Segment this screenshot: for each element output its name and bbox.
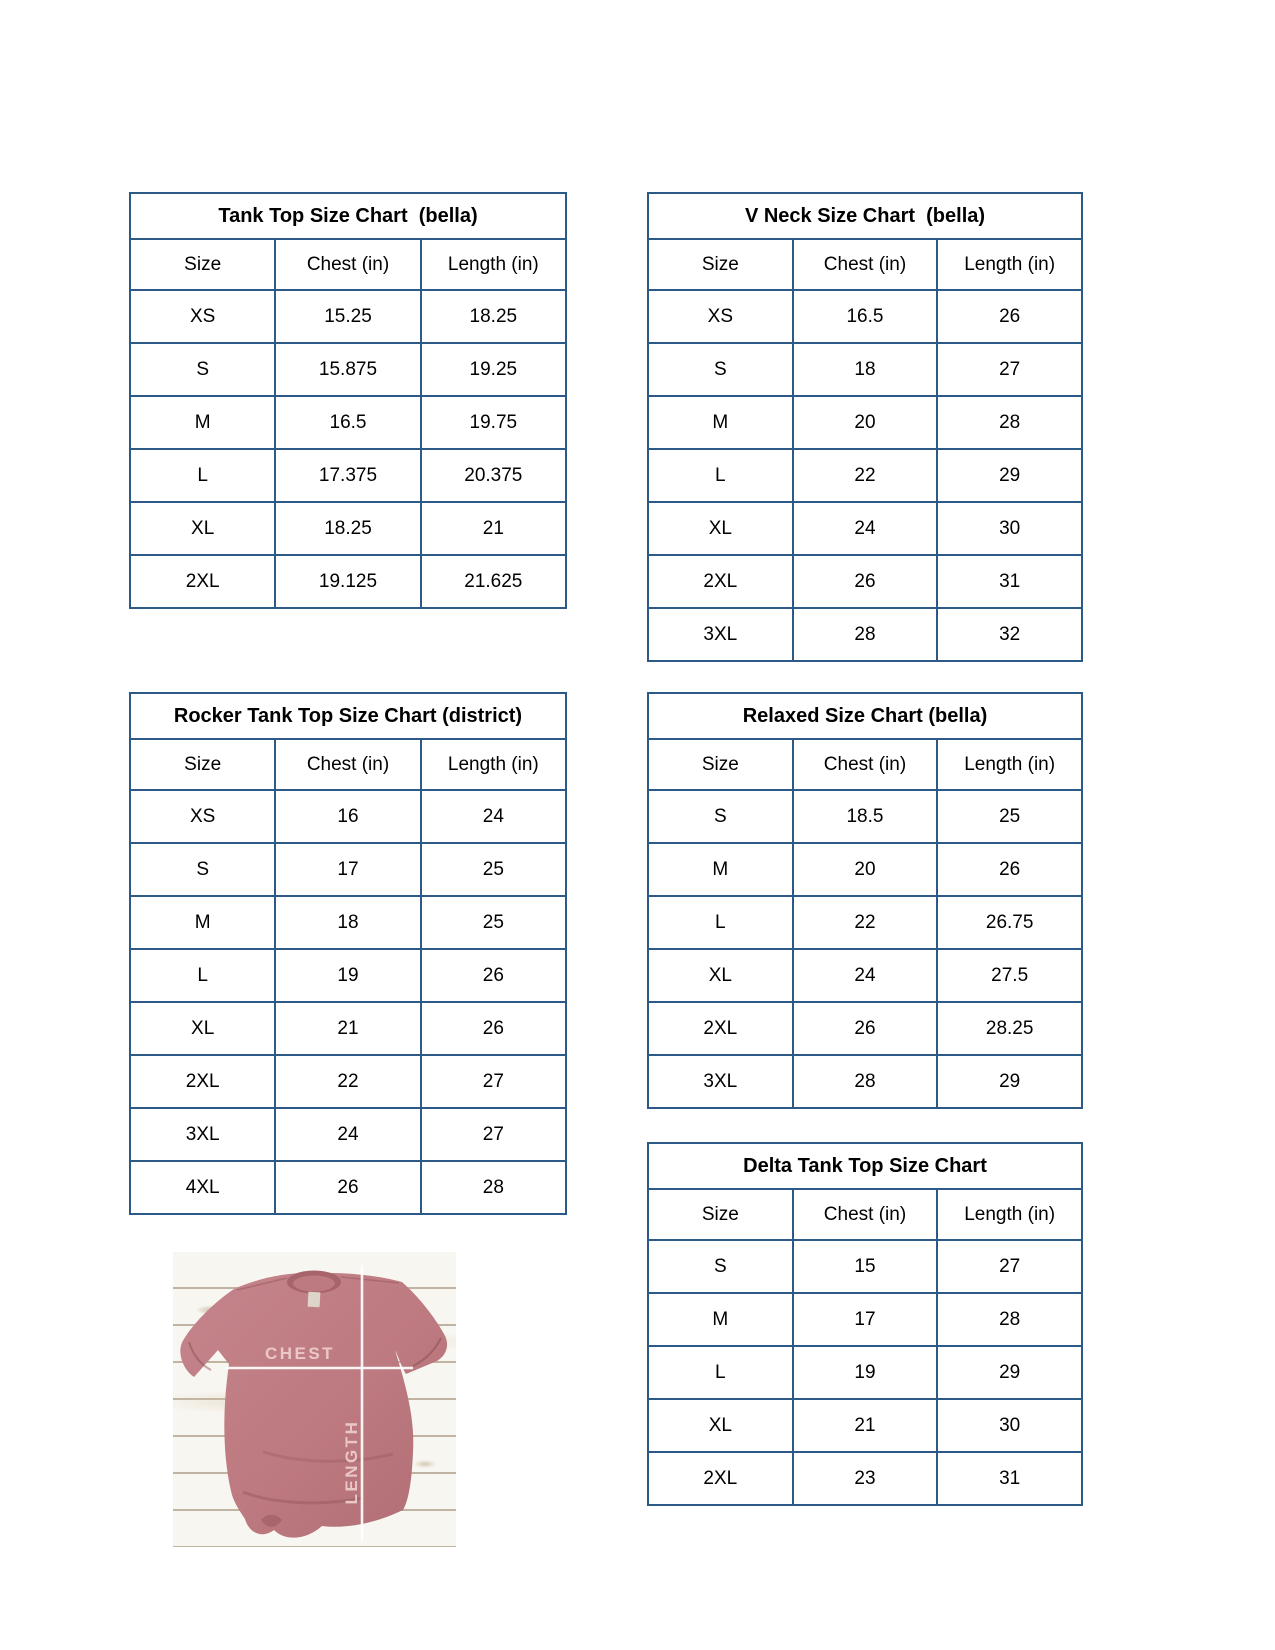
table-row bbox=[648, 343, 1082, 396]
length-cell: 26 bbox=[421, 1002, 566, 1055]
table-row bbox=[130, 555, 566, 608]
length-cell: 27 bbox=[421, 1055, 566, 1108]
table-row bbox=[648, 449, 1082, 502]
size-cell: L bbox=[648, 449, 793, 502]
rocker-tank-top-size-chart bbox=[129, 692, 567, 1215]
table-row bbox=[648, 1293, 1082, 1346]
size-cell: 2XL bbox=[130, 1055, 275, 1108]
size-cell: S bbox=[130, 843, 275, 896]
column-header: Length (in) bbox=[937, 239, 1082, 290]
column-header: Size bbox=[130, 739, 275, 790]
table-row bbox=[648, 396, 1082, 449]
length-cell: 26.75 bbox=[937, 896, 1082, 949]
chest-cell: 17 bbox=[793, 1293, 938, 1346]
chest-cell: 17.375 bbox=[275, 449, 420, 502]
column-header: Size bbox=[648, 739, 793, 790]
length-cell: 27 bbox=[937, 1240, 1082, 1293]
table-title: V Neck Size Chart (bella) bbox=[648, 193, 1082, 239]
size-cell: L bbox=[130, 449, 275, 502]
chest-cell: 21 bbox=[793, 1399, 938, 1452]
tank-top-size-chart bbox=[129, 192, 567, 609]
table-row bbox=[648, 555, 1082, 608]
length-cell: 29 bbox=[937, 1346, 1082, 1399]
table-row bbox=[648, 896, 1082, 949]
size-cell: 2XL bbox=[130, 555, 275, 608]
table-row bbox=[130, 1161, 566, 1214]
length-cell: 25 bbox=[421, 896, 566, 949]
table-row bbox=[130, 790, 566, 843]
length-cell: 27.5 bbox=[937, 949, 1082, 1002]
size-cell: S bbox=[130, 343, 275, 396]
column-header: Chest (in) bbox=[793, 739, 938, 790]
table-row bbox=[648, 843, 1082, 896]
table-row bbox=[130, 449, 566, 502]
chest-cell: 19.125 bbox=[275, 555, 420, 608]
table-row bbox=[130, 290, 566, 343]
column-header: Chest (in) bbox=[275, 239, 420, 290]
size-cell: 2XL bbox=[648, 1452, 793, 1505]
chest-cell: 21 bbox=[275, 1002, 420, 1055]
size-cell: 3XL bbox=[648, 1055, 793, 1108]
length-cell: 27 bbox=[937, 343, 1082, 396]
column-header: Size bbox=[130, 239, 275, 290]
table-title: Tank Top Size Chart (bella) bbox=[130, 193, 566, 239]
length-cell: 26 bbox=[937, 843, 1082, 896]
column-header: Length (in) bbox=[421, 239, 566, 290]
column-header: Size bbox=[648, 1189, 793, 1240]
length-cell: 21.625 bbox=[421, 555, 566, 608]
length-cell: 26 bbox=[421, 949, 566, 1002]
length-cell: 30 bbox=[937, 1399, 1082, 1452]
collar-opening bbox=[293, 1276, 335, 1292]
size-cell: XS bbox=[130, 790, 275, 843]
length-cell: 32 bbox=[937, 608, 1082, 661]
chest-cell: 28 bbox=[793, 608, 938, 661]
chest-cell: 26 bbox=[793, 1002, 938, 1055]
chest-cell: 16.5 bbox=[793, 290, 938, 343]
relaxed-size-chart-table bbox=[647, 692, 1083, 1109]
table-row bbox=[130, 1055, 566, 1108]
chest-cell: 24 bbox=[275, 1108, 420, 1161]
table-row bbox=[648, 608, 1082, 661]
length-cell: 28.25 bbox=[937, 1002, 1082, 1055]
chest-cell: 28 bbox=[793, 1055, 938, 1108]
table-row bbox=[648, 949, 1082, 1002]
size-cell: L bbox=[648, 1346, 793, 1399]
size-cell: XL bbox=[648, 1399, 793, 1452]
relaxed-size-chart bbox=[647, 692, 1083, 1109]
delta-tank-top-size-chart bbox=[647, 1142, 1083, 1506]
table-row bbox=[130, 343, 566, 396]
column-header: Chest (in) bbox=[793, 1189, 938, 1240]
table-title: Rocker Tank Top Size Chart (district) bbox=[130, 693, 566, 739]
table-row bbox=[130, 949, 566, 1002]
length-cell: 18.25 bbox=[421, 290, 566, 343]
table-row bbox=[130, 843, 566, 896]
chest-cell: 15.875 bbox=[275, 343, 420, 396]
chest-cell: 17 bbox=[275, 843, 420, 896]
size-cell: M bbox=[648, 843, 793, 896]
chest-cell: 18 bbox=[793, 343, 938, 396]
chest-cell: 19 bbox=[793, 1346, 938, 1399]
length-cell: 29 bbox=[937, 1055, 1082, 1108]
table-row bbox=[130, 896, 566, 949]
v-neck-size-chart-table bbox=[647, 192, 1083, 662]
length-label: LENGTH bbox=[342, 1419, 361, 1505]
column-header: Length (in) bbox=[937, 739, 1082, 790]
length-cell: 25 bbox=[937, 790, 1082, 843]
table-row bbox=[130, 502, 566, 555]
size-cell: XS bbox=[648, 290, 793, 343]
size-cell: M bbox=[648, 396, 793, 449]
table-row bbox=[648, 1346, 1082, 1399]
chest-cell: 16 bbox=[275, 790, 420, 843]
table-row bbox=[130, 396, 566, 449]
chest-cell: 22 bbox=[793, 449, 938, 502]
table-row bbox=[648, 290, 1082, 343]
tshirt-illustration bbox=[173, 1252, 456, 1547]
length-cell: 26 bbox=[937, 290, 1082, 343]
table-row bbox=[648, 1399, 1082, 1452]
length-cell: 27 bbox=[421, 1108, 566, 1161]
chest-cell: 18 bbox=[275, 896, 420, 949]
chest-cell: 24 bbox=[793, 502, 938, 555]
size-cell: 3XL bbox=[648, 608, 793, 661]
size-cell: XL bbox=[130, 502, 275, 555]
table-row bbox=[648, 1055, 1082, 1108]
length-cell: 28 bbox=[421, 1161, 566, 1214]
column-header: Length (in) bbox=[421, 739, 566, 790]
rocker-tank-top-size-chart-table bbox=[129, 692, 567, 1215]
chest-cell: 15 bbox=[793, 1240, 938, 1293]
length-cell: 21 bbox=[421, 502, 566, 555]
chest-cell: 22 bbox=[275, 1055, 420, 1108]
column-header: Chest (in) bbox=[275, 739, 420, 790]
size-cell: 4XL bbox=[130, 1161, 275, 1214]
chest-label: CHEST bbox=[264, 1344, 336, 1363]
chest-cell: 24 bbox=[793, 949, 938, 1002]
tshirt-shape bbox=[180, 1273, 447, 1538]
table-row bbox=[648, 1002, 1082, 1055]
chest-cell: 16.5 bbox=[275, 396, 420, 449]
length-cell: 28 bbox=[937, 1293, 1082, 1346]
size-cell: XL bbox=[648, 949, 793, 1002]
tank-top-size-chart-table bbox=[129, 192, 567, 609]
column-header: Size bbox=[648, 239, 793, 290]
length-cell: 29 bbox=[937, 449, 1082, 502]
table-title: Delta Tank Top Size Chart bbox=[648, 1143, 1082, 1189]
v-neck-size-chart bbox=[647, 192, 1083, 662]
chest-cell: 19 bbox=[275, 949, 420, 1002]
column-header: Chest (in) bbox=[793, 239, 938, 290]
chest-cell: 20 bbox=[793, 396, 938, 449]
length-cell: 20.375 bbox=[421, 449, 566, 502]
delta-tank-top-size-chart-table bbox=[647, 1142, 1083, 1506]
length-cell: 19.25 bbox=[421, 343, 566, 396]
chest-cell: 26 bbox=[275, 1161, 420, 1214]
length-cell: 31 bbox=[937, 555, 1082, 608]
length-cell: 24 bbox=[421, 790, 566, 843]
size-cell: 2XL bbox=[648, 555, 793, 608]
length-cell: 28 bbox=[937, 396, 1082, 449]
length-cell: 30 bbox=[937, 502, 1082, 555]
size-cell: 3XL bbox=[130, 1108, 275, 1161]
size-cell: M bbox=[130, 396, 275, 449]
chest-cell: 20 bbox=[793, 843, 938, 896]
chest-cell: 15.25 bbox=[275, 290, 420, 343]
table-row bbox=[648, 1240, 1082, 1293]
length-cell: 19.75 bbox=[421, 396, 566, 449]
table-row bbox=[130, 1002, 566, 1055]
size-cell: XS bbox=[130, 290, 275, 343]
table-row bbox=[648, 1452, 1082, 1505]
chest-cell: 18.25 bbox=[275, 502, 420, 555]
size-cell: S bbox=[648, 1240, 793, 1293]
table-title: Relaxed Size Chart (bella) bbox=[648, 693, 1082, 739]
size-cell: 2XL bbox=[648, 1002, 793, 1055]
neck-tag bbox=[308, 1292, 321, 1308]
column-header: Length (in) bbox=[937, 1189, 1082, 1240]
size-cell: XL bbox=[648, 502, 793, 555]
chest-cell: 18.5 bbox=[793, 790, 938, 843]
size-cell: L bbox=[130, 949, 275, 1002]
size-cell: S bbox=[648, 790, 793, 843]
tshirt-measurement-photo bbox=[173, 1252, 456, 1547]
length-cell: 31 bbox=[937, 1452, 1082, 1505]
chest-cell: 23 bbox=[793, 1452, 938, 1505]
size-cell: M bbox=[648, 1293, 793, 1346]
chest-cell: 22 bbox=[793, 896, 938, 949]
table-row bbox=[648, 790, 1082, 843]
table-row bbox=[648, 502, 1082, 555]
size-cell: S bbox=[648, 343, 793, 396]
chest-cell: 26 bbox=[793, 555, 938, 608]
size-cell: M bbox=[130, 896, 275, 949]
size-cell: L bbox=[648, 896, 793, 949]
length-cell: 25 bbox=[421, 843, 566, 896]
size-cell: XL bbox=[130, 1002, 275, 1055]
table-row bbox=[130, 1108, 566, 1161]
